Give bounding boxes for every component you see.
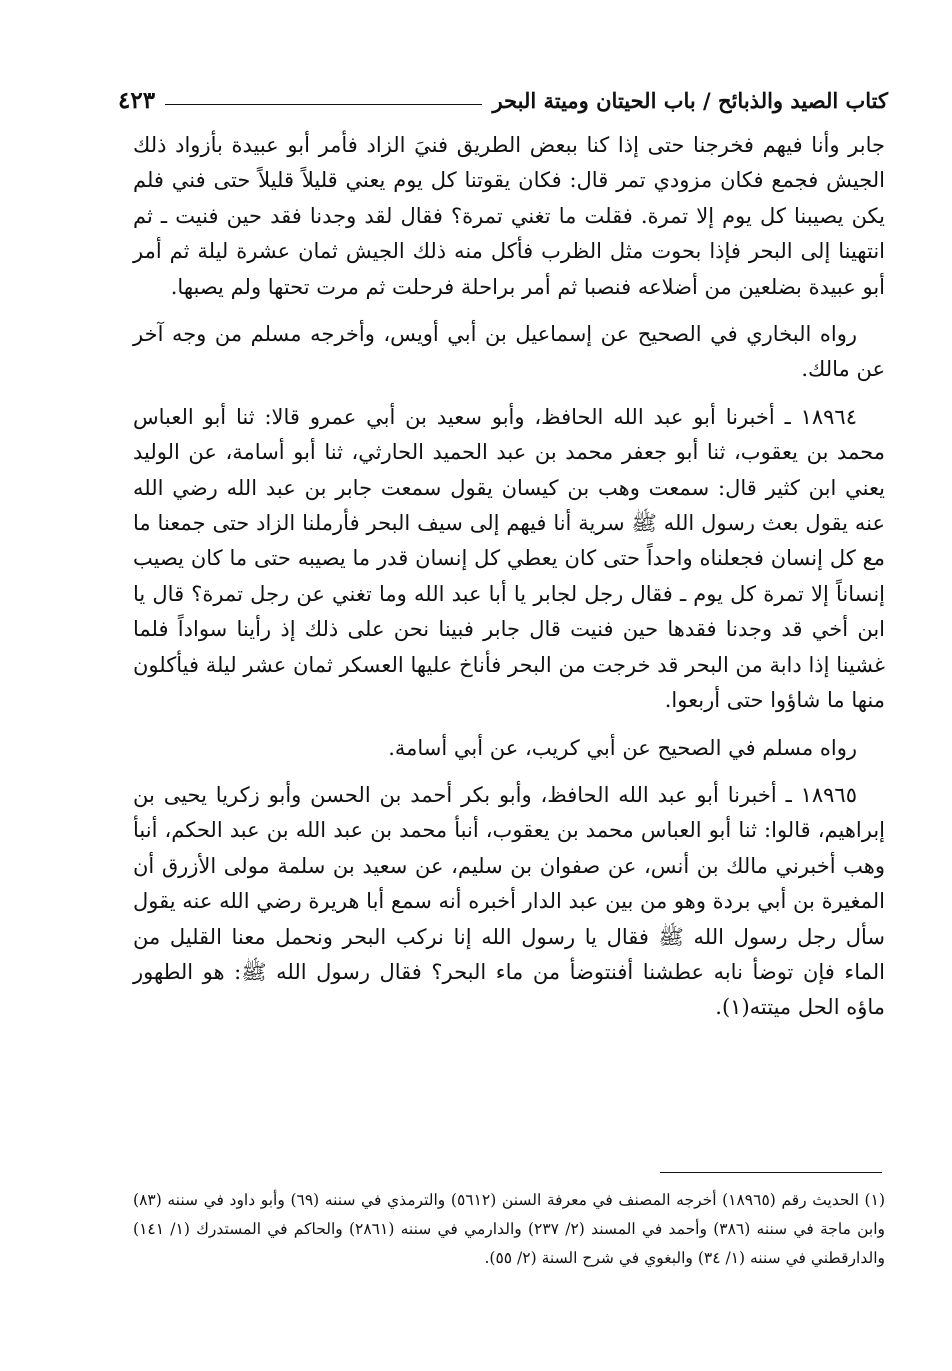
paragraph-riwaya-1: رواه البخاري في الصحيح عن إسماعيل بن أبي أويس، وأخرجه مسلم من وجه آخر عن مالك. <box>133 322 885 382</box>
page-number: ٤٢٣ <box>118 86 156 114</box>
running-header <box>118 80 888 120</box>
chapter-title: كتاب الصيد والذبائح / باب الحيتان وميتة البحر <box>492 87 888 113</box>
header-rule <box>165 104 482 105</box>
hadith-18964: ١٨٩٦٤ ـ أخبرنا أبو عبد الله الحافظ، وأبو سعيد بن أبي عمرو قالا: ثنا أبو العباس محمد بن يعقوب، ثنا أبو جعفر محمد بن عبد الحميد الحارثي، ثنا أبو أسامة، عن الوليد يعني ابن كثير قال: سمعت وهب بن كيسان يقول سمعت جابر بن عبد الله رضي الله عنه يقول بعث رسول الله ﷺ سرية أنا فيهم إلى سيف البحر فأرملنا الزاد حتى جمعنا ما مع كل إنسان فجعلناه واحداً حتى كان يعطي كل إنسان قدر ما يصيبه حتى ما كان يصيب إنساناً إلا تمرة كل يوم ـ فقال رجل لجابر يا أبا عبد الله وما تغني عن رجل تمرة؟ قال يا ابن أخي قد وجدنا فقدها حين فنيت قال جابر فبينا نحن على ذلك إذ رأينا سواداً فلما غشينا إذا دابة من البحر قد خرجت من البحر فأناخ عليها العسكر ثمان عشر ليلة فيأكلون منها ما شاؤوا حتى أربعوا. <box>133 404 885 713</box>
main-text <box>133 128 885 1026</box>
footnote-divider <box>660 1172 882 1173</box>
paragraph-riwaya-2: رواه مسلم في الصحيح عن أبي كريب، عن أبي أسامة. <box>388 735 857 760</box>
paragraph-continuation: جابر وأنا فيهم فخرجنا حتى إذا كنا ببعض الطريق فنيَ الزاد فأمر أبو عبيدة بأزواد ذلك الجيش فجمع فكان مزودي تمر قال: فكان يقوتنا كل يوم يعني قليلاً قليلاً حتى فني فلم يكن يصيبنا كل يوم إلا تمرة. فقلت ما تغني تمرة؟ فقال لقد وجدنا فقد حين فنيت ـ ثم انتهينا إلى البحر فإذا بحوت مثل الظرب فأكل منه ذلك الجيش ثمان عشرة ليلة ثم أمر أبو عبيدة بضلعين من أضلاعه فنصبا ثم أمر براحلة فرحلت ثم مرت تحتها ولم يصبها. <box>133 133 885 299</box>
footnote: (١) الحديث رقم (١٨٩٦٥) أخرجه المصنف في معرفة السنن (٥٦١٢) والترمذي في سننه (٦٩) وأبو داود في سننه (٨٣) وابن ماجة في سننه (٣٨٦) وأحمد في المسند (٢/ ٢٣٧) والدارمي في سننه (٢٨٦١) والحاكم في المستدرك (١/ ١٤١) والدارقطني في سننه (١/ ٣٤) والبغوي في شرح السنة (٢/ ٥٥). <box>133 1191 886 1267</box>
hadith-18965: ١٨٩٦٥ ـ أخبرنا أبو عبد الله الحافظ، وأبو بكر أحمد بن الحسن وأبو زكريا يحيى بن إبراهيم، قالوا: ثنا أبو العباس محمد بن يعقوب، أنبأ محمد بن عبد الله بن عبد الحكم، أنبأ وهب أخبرني مالك بن أنس، عن صفوان بن سليم، عن سعيد بن سلمة مولى الأزرق أن المغيرة بن أبي بردة وهو من بين عبد الدار أخبره أنه سمع أبا هريرة رضي الله عنه يقول سأل رجل رسول الله ﷺ فقال يا رسول الله إنا نركب البحر ونحمل معنا القليل من الماء فإن توضأ نابه عطشنا أفنتوضأ من ماء البحر؟ فقال رسول الله ﷺ: هو الطهور ماؤه الحل ميتته(١). <box>133 782 885 1020</box>
